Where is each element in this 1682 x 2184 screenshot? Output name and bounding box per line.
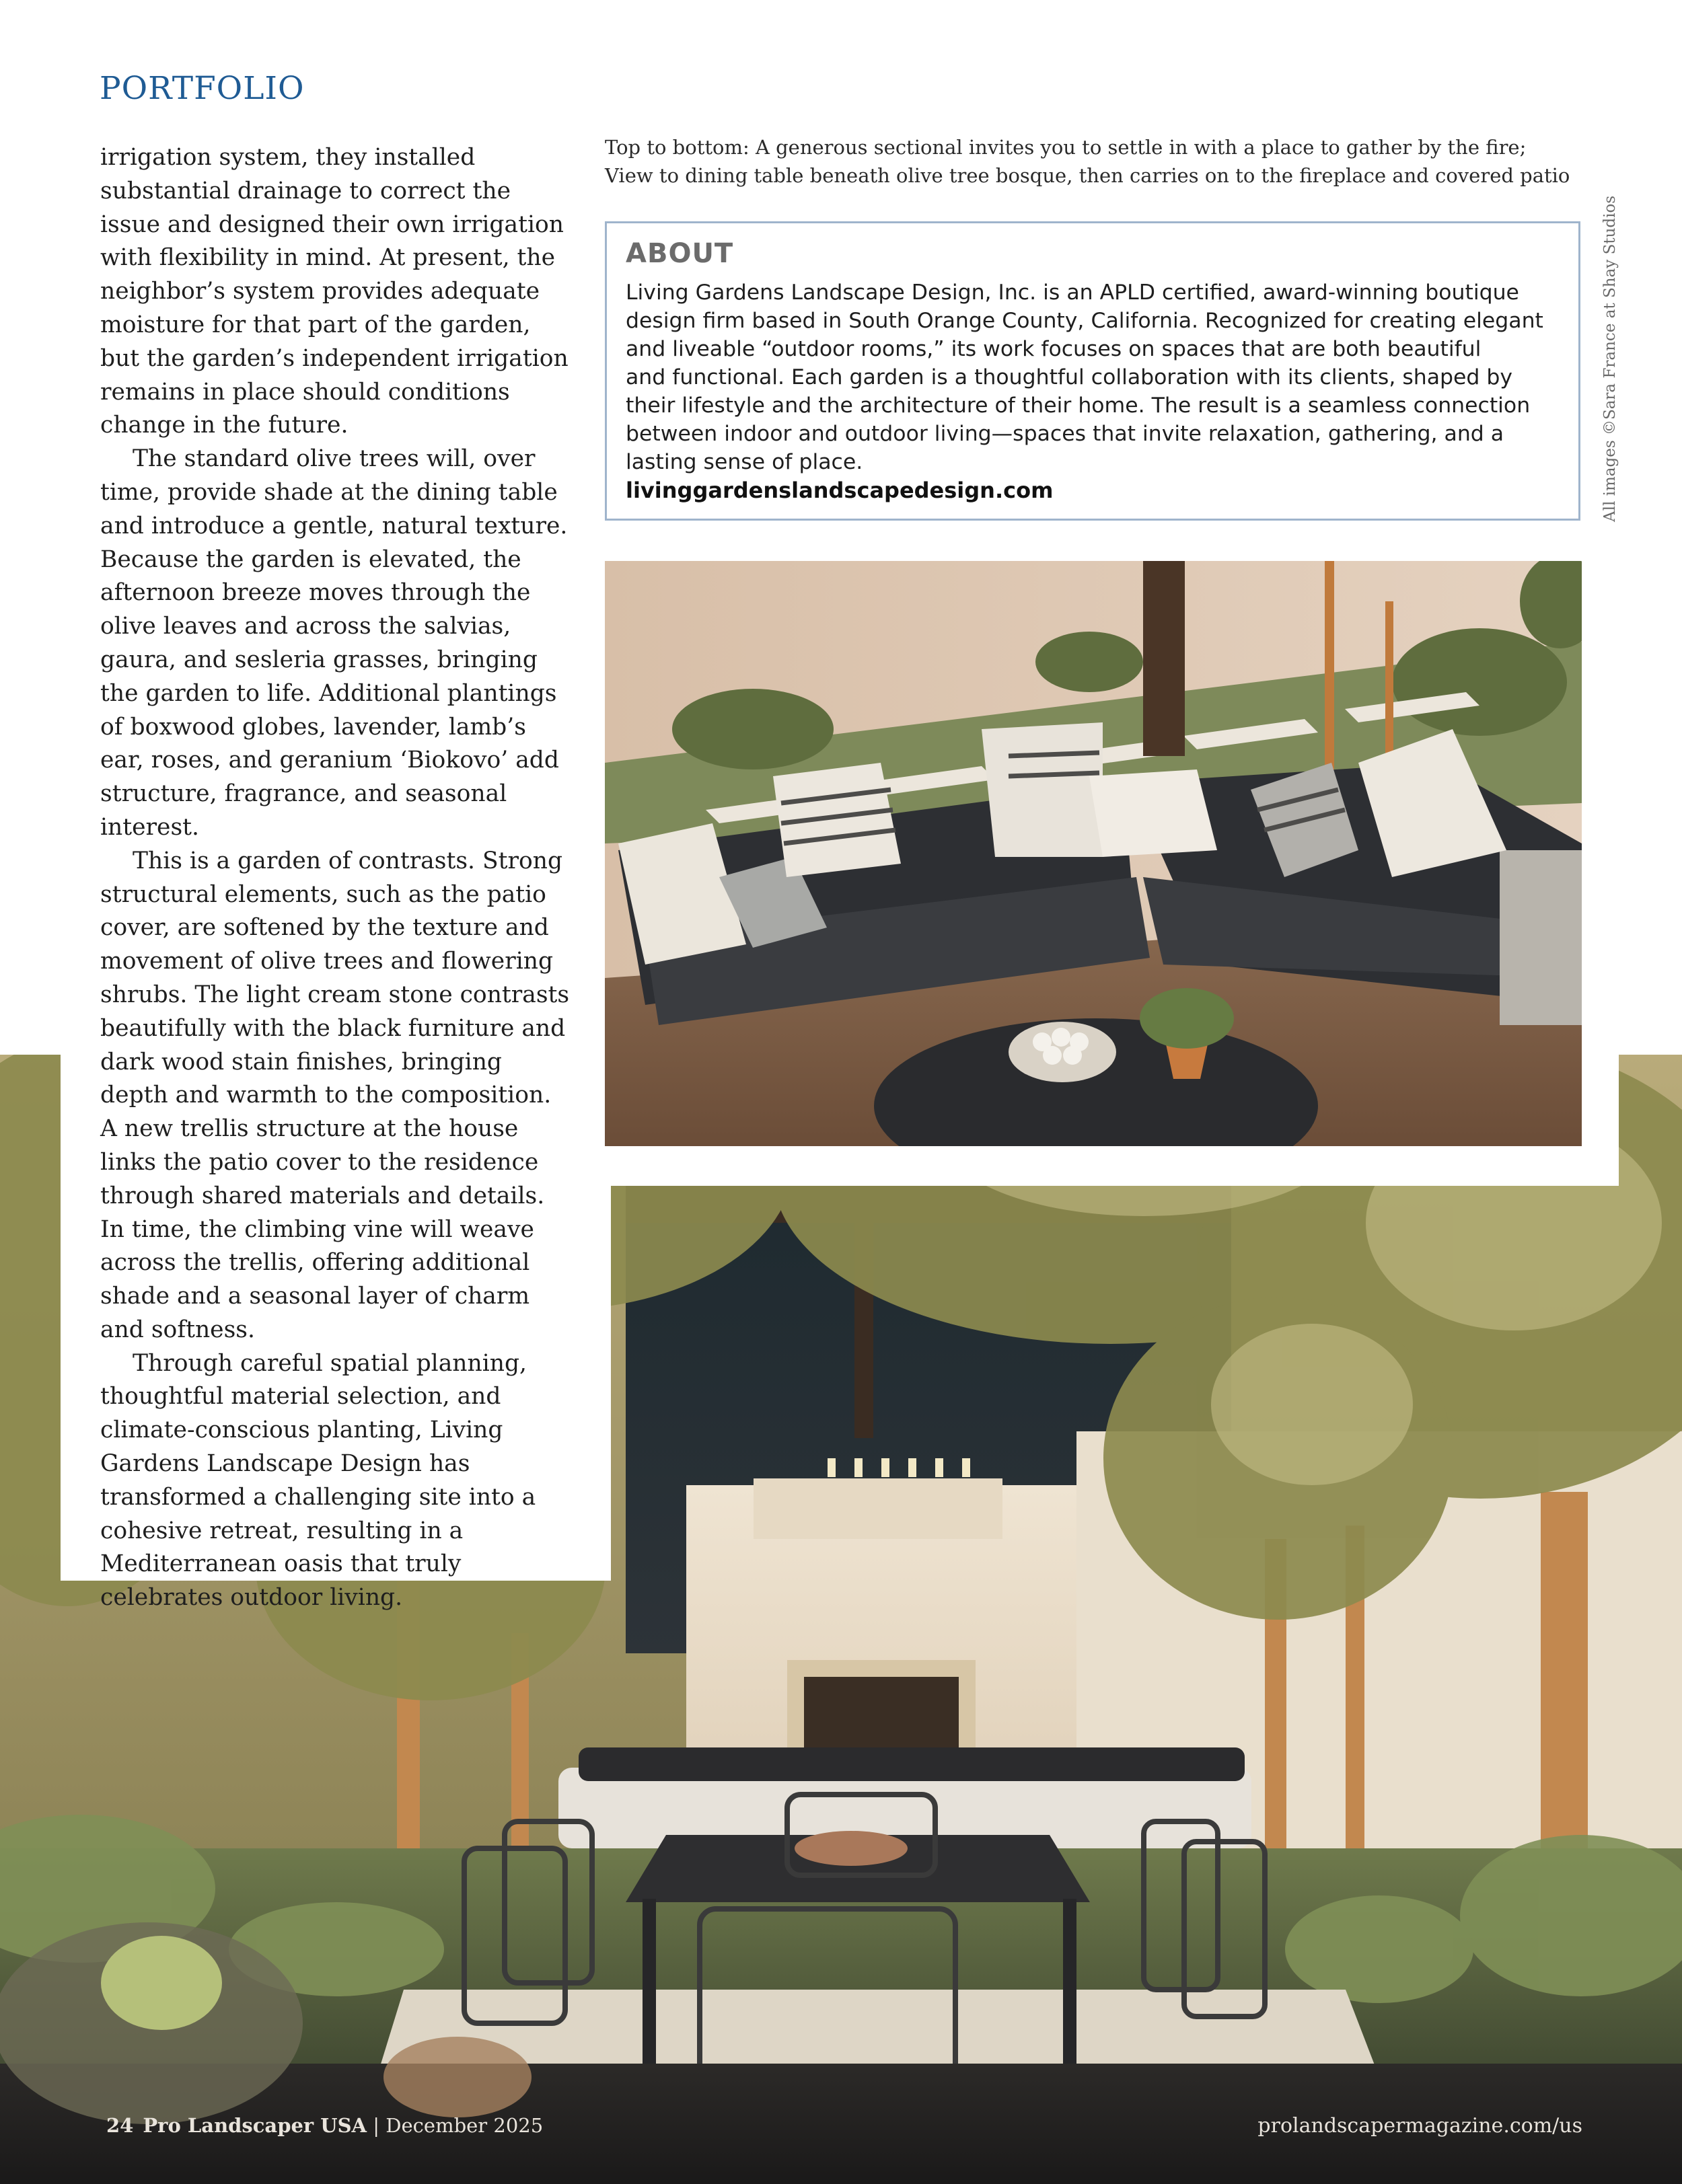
sectional-sofa-photo [605,561,1582,1146]
about-heading: ABOUT [626,238,734,269]
article-paragraph: This is a garden of contrasts. Strong structural elements, such as the patio cover, are softened by the texture and movement of olive trees and flowering shrubs. The light cream stone contrasts beautifully with the black furniture and dark wood stain finishes, bringing depth and warmth to the composition. A new trellis structure at the house links the patio cover to the residence through shared materials and details. In time, the climbing vine will weave across the trellis, offering additional shade and a seasonal layer of charm and softness. [100,847,570,1343]
magazine-name: Pro Landscaper USA [143,2114,367,2137]
photo-caption [605,133,1614,190]
caption-line: View to dining table beneath olive tree bosque, then carries on to the fireplace and covered patio [605,164,1570,187]
issue-date: December 2025 [386,2114,544,2137]
article-body [100,141,571,1615]
about-line: design firm based in South Orange County, California. Recognized for creating elegant [626,309,1543,333]
footer-separator: | [367,2114,386,2137]
about-line: between indoor and outdoor living—spaces that invite relaxation, gathering, and a [626,422,1504,446]
section-label: PORTFOLIO [100,70,305,107]
about-line: and liveable “outdoor rooms,” its work focuses on spaces that are both beautiful [626,337,1482,361]
photo-credit: All images ©Sara France at Shay Studios [1601,195,1619,522]
about-line: their lifestyle and the architecture of their home. The result is a seamless connection [626,393,1531,418]
caption-line: Top to bottom: A generous sectional invites you to settle in with a place to gather by the fire; [605,136,1527,159]
about-line: lasting sense of place. [626,450,863,474]
about-text [626,278,1560,476]
website-link[interactable]: livinggardenslandscapedesign.com [626,478,1054,503]
article-paragraph: Through careful spatial planning, thoughtful material selection, and climate-conscious planting, Living Gardens Landscape Design has transformed a challenging site into a cohesive retreat, resulting in a Mediterranean oasis that truly celebrates outdoor living. [100,1349,536,1612]
about-box [605,221,1580,521]
article-paragraph: The standard olive trees will, over time, provide shade at the dining table and introduce a gentle, natural texture. Because the garden is elevated, the afternoon breeze moves through the olive leaves and across the salvias, gaura, and sesleria grasses, bringing the garden to life. Additional plantings of boxwood globes, lavender, lamb’s ear, roses, and geranium ‘Biokovo’ add structure, fragrance, and seasonal interest. [100,445,568,841]
footer-url[interactable]: prolandscapermagazine.com/us [1257,2114,1582,2138]
about-line: and functional. Each garden is a thoughtful collaboration with its clients, shaped by [626,365,1513,389]
footer-left [106,2114,543,2137]
article-paragraph: irrigation system, they installed substantial drainage to correct the issue and designed their own irrigation with flexibility in mind. At present, the neighbor’s system provides adequate moisture for that part of the garden, but the garden’s independent irrigation remains in place should conditions change in the future. [100,144,569,439]
about-line: Living Gardens Landscape Design, Inc. is an APLD certified, award-winning boutique [626,280,1519,305]
page-number: 24 [106,2114,134,2137]
